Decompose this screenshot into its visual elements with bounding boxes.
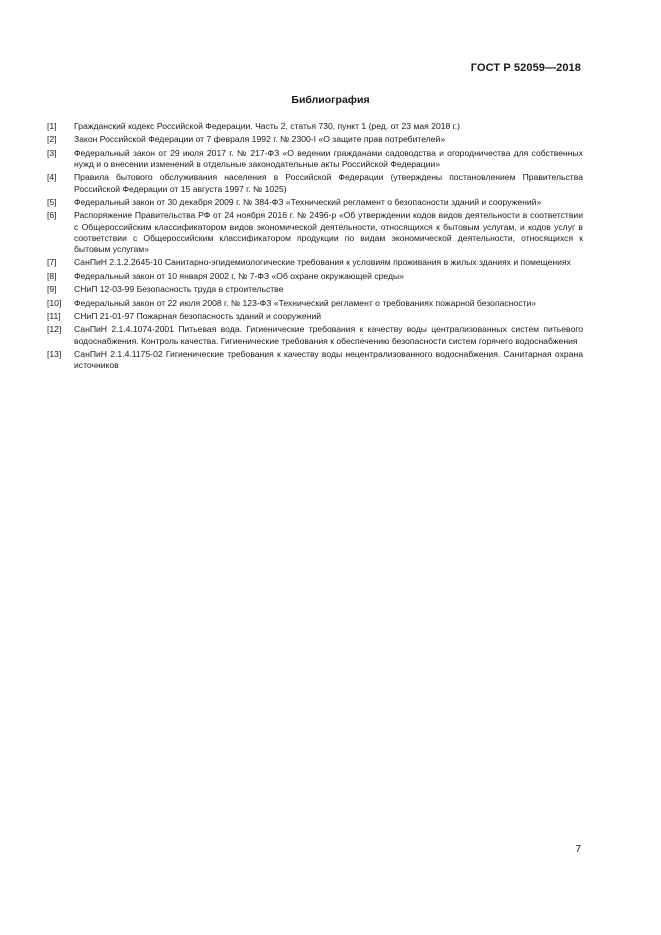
bibliography-item [47, 271, 583, 282]
bibliography-item-number: [12] [47, 324, 62, 335]
bibliography-item-text: Правила бытового обслуживания населения в Российской Федерации (утверждены постановлением Правительства Российской Федерации от 15 августа 1997 г. № 1025) [74, 172, 583, 194]
bibliography-item-text: СНиП 12-03-99 Безопасность труда в строительстве [74, 284, 284, 295]
bibliography-item-number: [11] [47, 310, 61, 321]
bibliography-item-number: [1] [47, 121, 57, 131]
bibliography-item-number: [10] [47, 297, 62, 308]
bibliography-item-text: СНиП 21-01-97 Пожарная безопасность зданий и сооружений [74, 310, 322, 321]
bibliography-item [47, 121, 583, 132]
bibliography-item [47, 284, 583, 295]
bibliography-item [47, 349, 583, 371]
bibliography-item-number: [2] [47, 134, 57, 145]
bibliography-item-text: Гражданский кодекс Российской Федерации. Часть 2, статья 730, пункт 1 (ред. от 23 мая 2018 г.) [74, 121, 461, 131]
bibliography-item [47, 257, 583, 268]
section-title: Библиография [291, 94, 370, 106]
bibliography-item-text: Закон Российской Федерации от 7 февраля 1992 г. № 2300-I «О защите прав потребителей» [74, 134, 446, 145]
bibliography-item [47, 172, 583, 194]
bibliography-list [47, 121, 583, 374]
bibliography-item-number: [13] [47, 348, 62, 359]
document-code: ГОСТ Р 52059—2018 [470, 62, 581, 74]
bibliography-item-text: СанПиН 2.1.4.1074-2001 Питьевая вода. Гигиенические требования к качеству воды централизованных систем питьевого водоснабжения. Контроль качества. Гигиенические требования к обеспечению безопасности систем горячего водоснабжения [74, 324, 583, 346]
bibliography-item-text: СанПиН 2.1.2.2645-10 Санитарно-эпидемиологические требования к условиям проживания в жилых зданиях и помещениях [74, 257, 571, 268]
page-number: 7 [575, 844, 581, 855]
bibliography-item-number: [7] [47, 257, 57, 268]
bibliography-item-number: [5] [47, 196, 57, 207]
bibliography-item [47, 298, 583, 309]
bibliography-item-text: Распоряжение Правительства РФ от 24 ноября 2016 г. № 2496-р «Об утверждении кодов видов деятельности в соответствии с Общероссийским классификатором видов экономической деятельности, относящихся к бытовым услугам, и кодов услуг в соответствии с Общероссийским классификатором продукции по видам экономической деятельности, относящихся к бытовым услугам» [74, 210, 583, 254]
bibliography-item-text: Федеральный закон от 29 июля 2017 г. № 217-ФЗ «О ведении гражданами садоводства и огородничества для собственных нужд и о внесении изменений в отдельные законодательные акты Российской Федерации» [74, 147, 583, 169]
bibliography-item [47, 148, 583, 170]
bibliography-item-number: [6] [47, 210, 57, 221]
bibliography-item [47, 134, 583, 145]
bibliography-item-number: [8] [47, 270, 57, 281]
bibliography-item [47, 324, 583, 346]
bibliography-item [47, 311, 583, 322]
bibliography-item-number: [9] [47, 284, 57, 295]
bibliography-item [47, 210, 583, 255]
bibliography-item-text: СанПиН 2.1.4.1175-02 Гигиенические требования к качеству воды нецентрализованного водоснабжения. Санитарная охрана источников [74, 348, 583, 371]
bibliography-item-text: Федеральный закон от 30 декабря 2009 г. № 384-ФЗ «Технический регламент о безопасности зданий и сооружений» [74, 196, 542, 207]
bibliography-item-text: Федеральный закон от 10 января 2002 г. № 7-ФЗ «Об охране окружающей среды» [74, 270, 404, 281]
bibliography-item-number: [4] [47, 172, 57, 183]
bibliography-item-number: [3] [47, 147, 57, 158]
bibliography-item [47, 197, 583, 208]
bibliography-item-text: Федеральный закон от 22 июля 2008 г. № 123-ФЗ «Технический регламент о требованиях пожарной безопасности» [74, 297, 537, 308]
